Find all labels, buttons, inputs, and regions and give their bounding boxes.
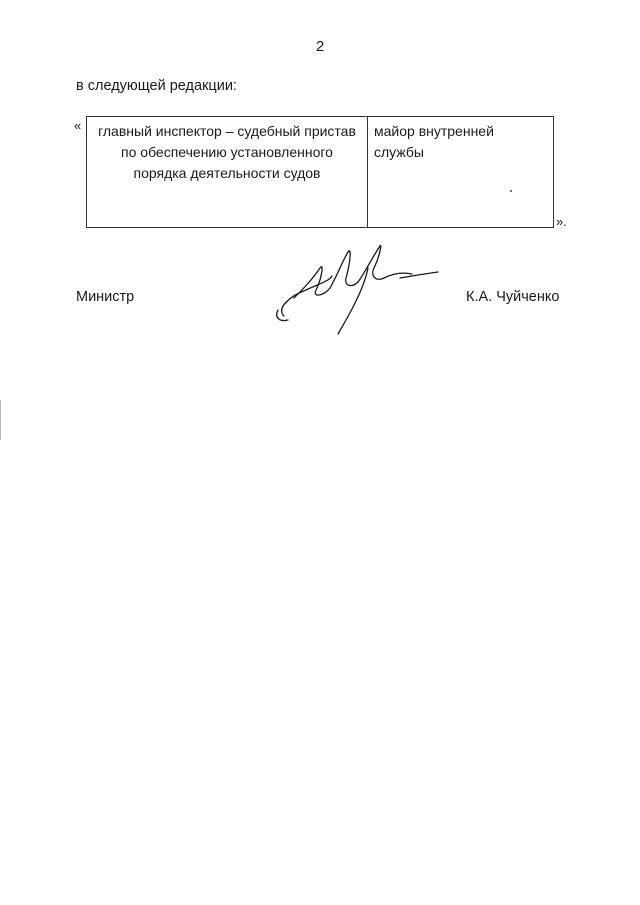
table-row	[87, 117, 554, 228]
scan-edge-mark	[0, 400, 1, 440]
closing-quote: ».	[556, 214, 567, 229]
handwritten-signature	[272, 238, 442, 338]
intro-text: в следующей редакции:	[76, 78, 237, 94]
amendment-table	[86, 116, 554, 228]
rank-cell: майор внутренней службы	[368, 117, 554, 228]
opening-quote: «	[74, 118, 82, 133]
position-cell: главный инспектор – судебный пристав по обеспечению установленного порядка деятельности судов	[87, 117, 368, 228]
minister-name: К.А. Чуйченко	[466, 289, 560, 305]
scan-speck	[510, 190, 512, 192]
minister-title: Министр	[76, 289, 135, 305]
page-number: 2	[315, 38, 325, 55]
